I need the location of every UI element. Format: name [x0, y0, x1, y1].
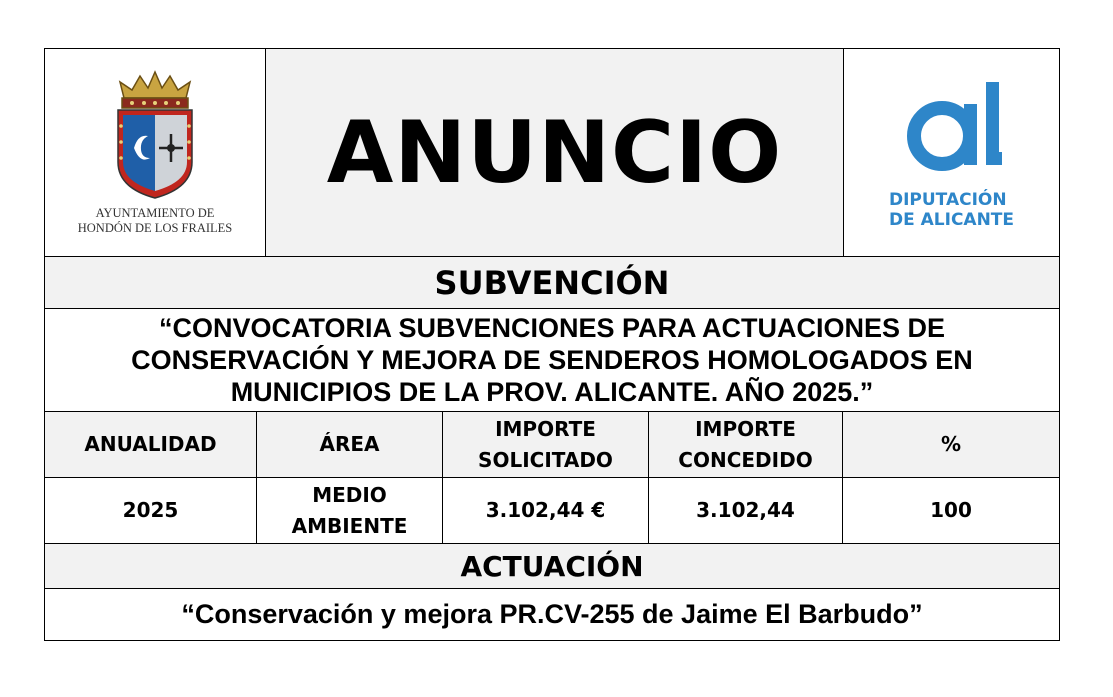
municipality-logo-cell: [45, 49, 266, 256]
header-importe-concedido: [649, 412, 843, 477]
actuacion-description-row: [45, 589, 1059, 640]
subvencion-heading: SUBVENCIÓN: [434, 263, 670, 302]
diputacion-name-line2: DE ALICANTE: [888, 209, 1015, 230]
diputacion-name: [889, 190, 1014, 230]
value-importe-concedido: [649, 478, 843, 543]
header-porcentaje-label: %: [940, 432, 962, 456]
value-anualidad-text: 2025: [122, 498, 179, 522]
convocatoria-cell: [45, 309, 1059, 411]
value-solicitado-text: 3.102,44 €: [485, 498, 606, 522]
header-importe-solicitado: [443, 412, 649, 477]
subvencion-heading-cell: [45, 257, 1059, 308]
municipality-name-line2: HONDÓN DE LOS FRAILES: [77, 220, 233, 235]
actuacion-description-cell: [45, 589, 1059, 640]
announcement-frame: [44, 48, 1060, 641]
header-solicitado-line1: IMPORTE: [495, 416, 596, 441]
header-anualidad: [45, 412, 257, 477]
header-concedido-line2: CONCEDIDO: [678, 447, 813, 472]
page-title: ANUNCIO: [326, 102, 783, 203]
table-header-row: [45, 412, 1059, 478]
actuacion-heading-row: [45, 544, 1059, 589]
diputacion-name-line1: DIPUTACIÓN: [888, 189, 1007, 210]
actuacion-description: “Conservación y mejora PR.CV-255 de Jaime El Barbudo”: [181, 599, 923, 629]
header-row: [45, 49, 1059, 257]
header-concedido-line1: IMPORTE: [695, 416, 796, 441]
subvencion-heading-row: [45, 257, 1059, 309]
value-area-line1: MEDIO: [312, 482, 387, 507]
value-area-line2: AMBIENTE: [291, 513, 408, 538]
header-area: [257, 412, 443, 477]
value-anualidad: [45, 478, 257, 543]
municipality-name-line1: AYUNTAMIENTO DE: [95, 205, 215, 220]
convocatoria-row: [45, 309, 1059, 412]
header-area-label: ÁREA: [319, 432, 380, 456]
header-solicitado-line2: SOLICITADO: [478, 447, 613, 472]
actuacion-heading-cell: [45, 544, 1059, 588]
value-porcentaje-text: 100: [930, 498, 972, 522]
diputacion-logo-cell: [844, 49, 1059, 256]
actuacion-heading: ACTUACIÓN: [460, 549, 644, 583]
table-row: [45, 478, 1059, 544]
value-concedido-text: 3.102,44: [696, 498, 795, 522]
convocatoria-text: “CONVOCATORIA SUBVENCIONES PARA ACTUACIONES DE CONSERVACIÓN Y MEJORA DE SENDEROS HOMOLOGADOS EN MUNICIPIOS DE LA PROV. ALICANTE. AÑO 2025.”: [131, 313, 973, 407]
coat-of-arms-icon: [110, 70, 200, 202]
header-porcentaje: [843, 412, 1059, 477]
header-anualidad-label: ANUALIDAD: [84, 432, 217, 456]
value-importe-solicitado: [443, 478, 649, 543]
value-porcentaje: [843, 478, 1059, 543]
diputacion-logo-icon: [902, 76, 1002, 186]
title-cell: [266, 49, 844, 256]
municipality-name: [78, 206, 233, 236]
value-area: [257, 478, 443, 543]
